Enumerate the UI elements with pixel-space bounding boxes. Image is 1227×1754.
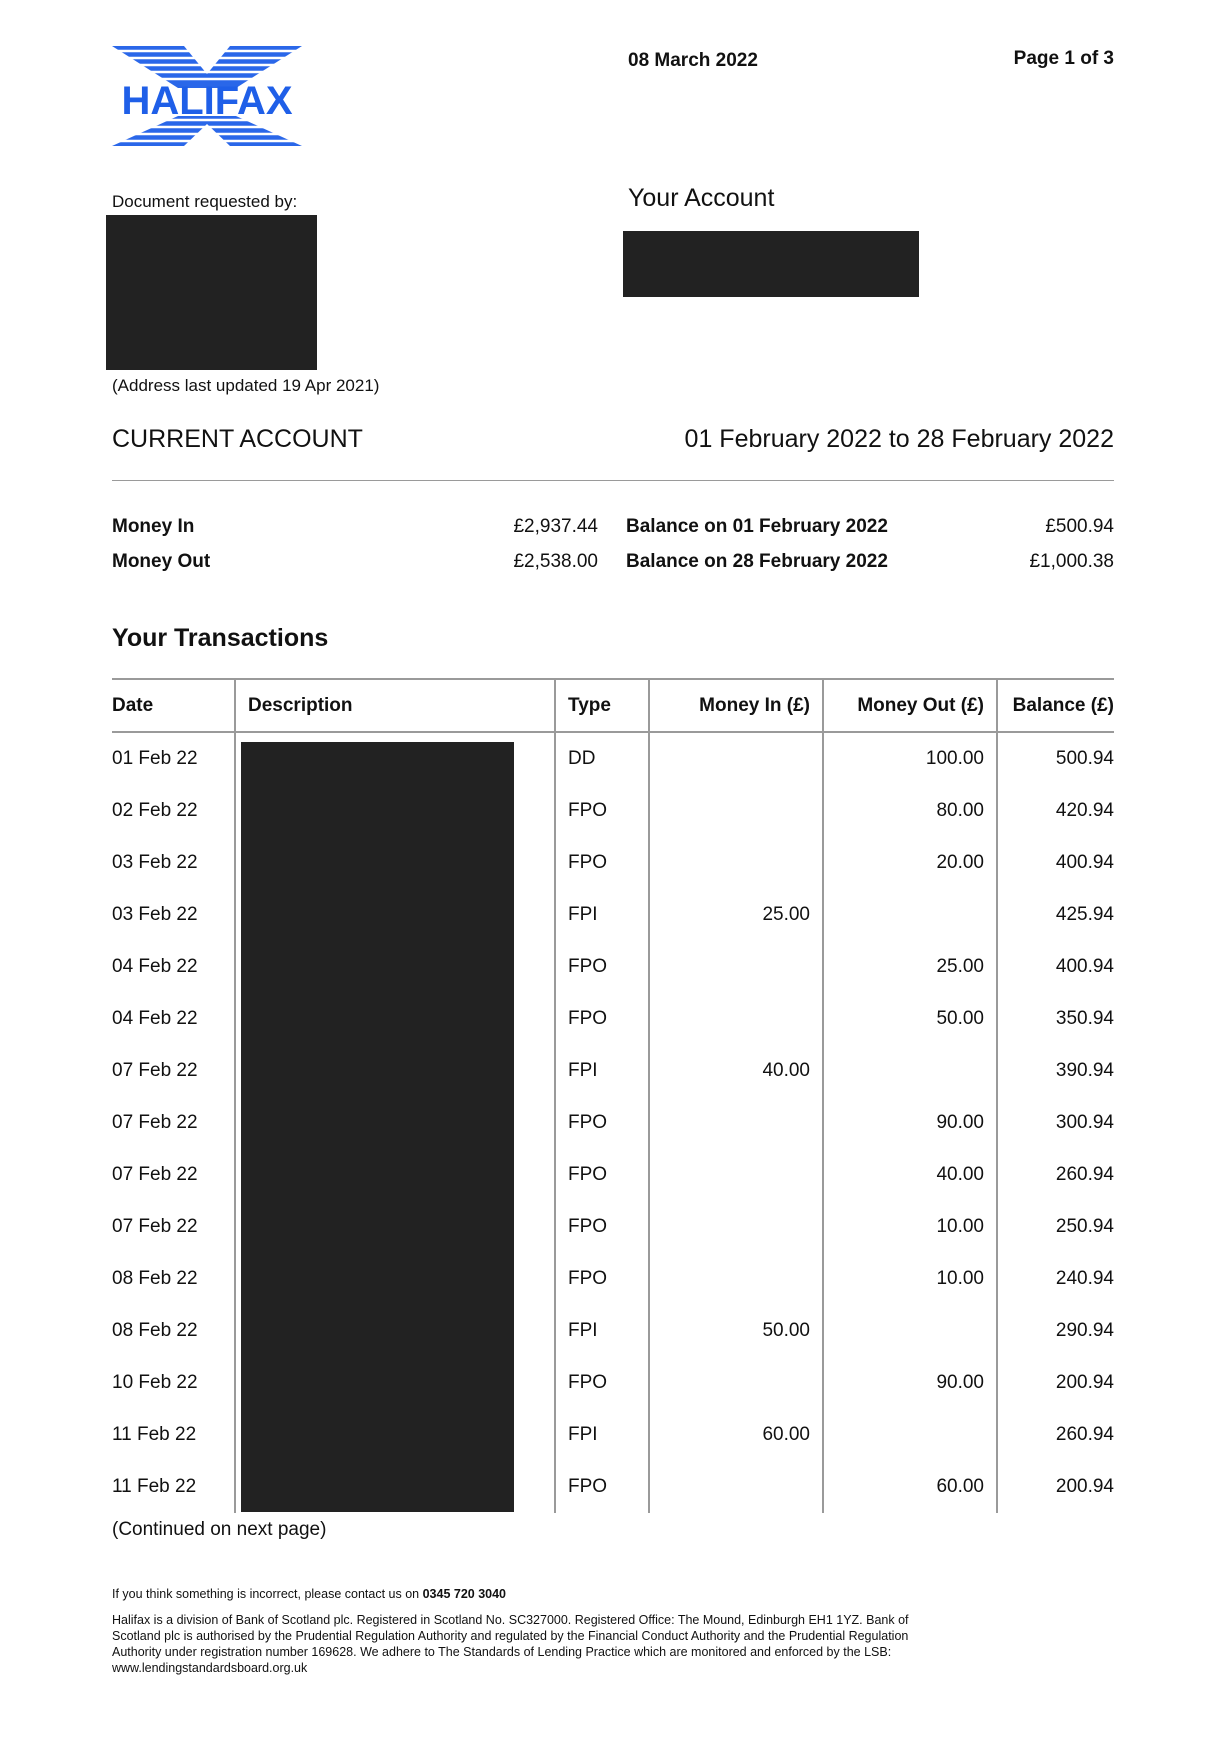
tx-money-in <box>649 785 823 837</box>
tx-type: DD <box>555 732 649 785</box>
tx-date: 08 Feb 22 <box>112 1320 198 1341</box>
money-in-label: Money In <box>112 516 195 537</box>
page-indicator: Page 1 of 3 <box>1013 48 1114 69</box>
tx-type: FPO <box>555 1461 649 1513</box>
tx-type: FPO <box>555 1201 649 1253</box>
halifax-x-icon <box>112 46 302 146</box>
redacted-descriptions <box>241 742 514 1512</box>
tx-balance: 400.94 <box>997 837 1114 889</box>
tx-money-in: 60.00 <box>649 1409 823 1461</box>
tx-money-in <box>649 1461 823 1513</box>
tx-money-out: 50.00 <box>823 993 997 1045</box>
tx-balance: 420.94 <box>997 785 1114 837</box>
tx-date: 07 Feb 22 <box>112 1216 198 1237</box>
tx-type: FPI <box>555 1045 649 1097</box>
tx-money-in <box>649 732 823 785</box>
tx-money-in: 40.00 <box>649 1045 823 1097</box>
tx-money-in <box>649 1097 823 1149</box>
tx-balance: 250.94 <box>997 1201 1114 1253</box>
tx-money-out <box>823 1305 997 1357</box>
tx-money-in <box>649 1149 823 1201</box>
tx-money-out: 90.00 <box>823 1357 997 1409</box>
tx-money-in <box>649 941 823 993</box>
tx-money-out: 60.00 <box>823 1461 997 1513</box>
tx-type: FPO <box>555 1149 649 1201</box>
tx-money-out: 90.00 <box>823 1097 997 1149</box>
requested-by-label: Document requested by: <box>112 192 298 211</box>
tx-balance: 425.94 <box>997 889 1114 941</box>
col-balance: Balance (£) <box>997 679 1114 732</box>
tx-date: 04 Feb 22 <box>112 956 198 977</box>
money-out-value: £2,538.00 <box>513 551 598 572</box>
tx-date: 03 Feb 22 <box>112 852 198 873</box>
tx-money-out: 10.00 <box>823 1201 997 1253</box>
tx-date: 11 Feb 22 <box>112 1476 197 1497</box>
halifax-logo <box>112 46 302 146</box>
money-out-label: Money Out <box>112 551 211 572</box>
statement-date: 08 March 2022 <box>628 50 758 71</box>
tx-type: FPO <box>555 1097 649 1149</box>
tx-date: 03 Feb 22 <box>112 904 198 925</box>
opening-balance-label: Balance on 01 February 2022 <box>626 516 888 537</box>
tx-type: FPI <box>555 1409 649 1461</box>
tx-money-out: 20.00 <box>823 837 997 889</box>
tx-money-in <box>649 993 823 1045</box>
tx-date: 02 Feb 22 <box>112 800 198 821</box>
tx-money-out <box>823 1045 997 1097</box>
table-header-row <box>112 679 1114 732</box>
tx-money-in <box>649 837 823 889</box>
col-money-in: Money In (£) <box>649 679 823 732</box>
tx-date: 07 Feb 22 <box>112 1060 198 1081</box>
tx-type: FPO <box>555 785 649 837</box>
tx-money-out: 40.00 <box>823 1149 997 1201</box>
tx-date: 11 Feb 22 <box>112 1424 197 1445</box>
opening-balance-value: £500.94 <box>1045 516 1114 537</box>
money-in-value: £2,937.44 <box>513 516 598 537</box>
svg-text:HALIFAX: HALIFAX <box>121 79 293 123</box>
tx-money-in: 25.00 <box>649 889 823 941</box>
transactions-title: Your Transactions <box>112 624 329 652</box>
legal-notice: Halifax is a division of Bank of Scotland plc. Registered in Scotland No. SC327000. Registered Office: The Mound, Edinburgh EH1 1YZ. Bank of Scotland plc is authorised by the Prudential Regulation Authority and regulated by the Financial Conduct Authority and the Prudential Regulation Authority under registration number 169628. We adhere to The Standards of Lending Practice which are monitored and enforced by the LSB: www.lendingstandardsboard.org.uk <box>112 1613 909 1675</box>
tx-money-in: 50.00 <box>649 1305 823 1357</box>
tx-date: 10 Feb 22 <box>112 1372 198 1393</box>
account-type: CURRENT ACCOUNT <box>112 425 363 453</box>
tx-type: FPO <box>555 941 649 993</box>
tx-balance: 290.94 <box>997 1305 1114 1357</box>
col-description: Description <box>235 679 555 732</box>
tx-date: 01 Feb 22 <box>112 748 198 769</box>
tx-date: 07 Feb 22 <box>112 1112 198 1133</box>
tx-date: 08 Feb 22 <box>112 1268 198 1289</box>
tx-type: FPI <box>555 889 649 941</box>
your-account-title: Your Account <box>628 184 775 212</box>
tx-balance: 400.94 <box>997 941 1114 993</box>
tx-type: FPI <box>555 1305 649 1357</box>
statement-period: 01 February 2022 to 28 February 2022 <box>684 425 1114 453</box>
tx-balance: 350.94 <box>997 993 1114 1045</box>
col-date: Date <box>112 679 235 732</box>
contact-text: If you think something is incorrect, please contact us on <box>112 1587 420 1601</box>
tx-money-in <box>649 1253 823 1305</box>
continued-note: (Continued on next page) <box>112 1519 327 1540</box>
tx-type: FPO <box>555 1357 649 1409</box>
redacted-account-details <box>623 231 919 297</box>
tx-money-out: 100.00 <box>823 732 997 785</box>
tx-money-in <box>649 1357 823 1409</box>
tx-money-out <box>823 889 997 941</box>
tx-money-out: 25.00 <box>823 941 997 993</box>
contact-line <box>112 1587 506 1601</box>
contact-phone: 0345 720 3040 <box>422 1587 507 1601</box>
tx-date: 04 Feb 22 <box>112 1008 198 1029</box>
tx-balance: 260.94 <box>997 1409 1114 1461</box>
tx-money-out: 80.00 <box>823 785 997 837</box>
redacted-address <box>106 215 317 370</box>
col-money-out: Money Out (£) <box>823 679 997 732</box>
tx-type: FPO <box>555 993 649 1045</box>
tx-balance: 200.94 <box>997 1357 1114 1409</box>
tx-type: FPO <box>555 1253 649 1305</box>
tx-money-out <box>823 1409 997 1461</box>
tx-type: FPO <box>555 837 649 889</box>
tx-balance: 240.94 <box>997 1253 1114 1305</box>
tx-balance: 200.94 <box>997 1461 1114 1513</box>
tx-balance: 300.94 <box>997 1097 1114 1149</box>
closing-balance-label: Balance on 28 February 2022 <box>626 551 888 572</box>
closing-balance-value: £1,000.38 <box>1029 551 1114 572</box>
tx-money-in <box>649 1201 823 1253</box>
address-updated-note: (Address last updated 19 Apr 2021) <box>112 376 380 395</box>
tx-money-out: 10.00 <box>823 1253 997 1305</box>
tx-balance: 500.94 <box>997 732 1114 785</box>
col-type: Type <box>555 679 649 732</box>
tx-balance: 260.94 <box>997 1149 1114 1201</box>
divider <box>112 480 1114 481</box>
tx-balance: 390.94 <box>997 1045 1114 1097</box>
tx-date: 07 Feb 22 <box>112 1164 198 1185</box>
